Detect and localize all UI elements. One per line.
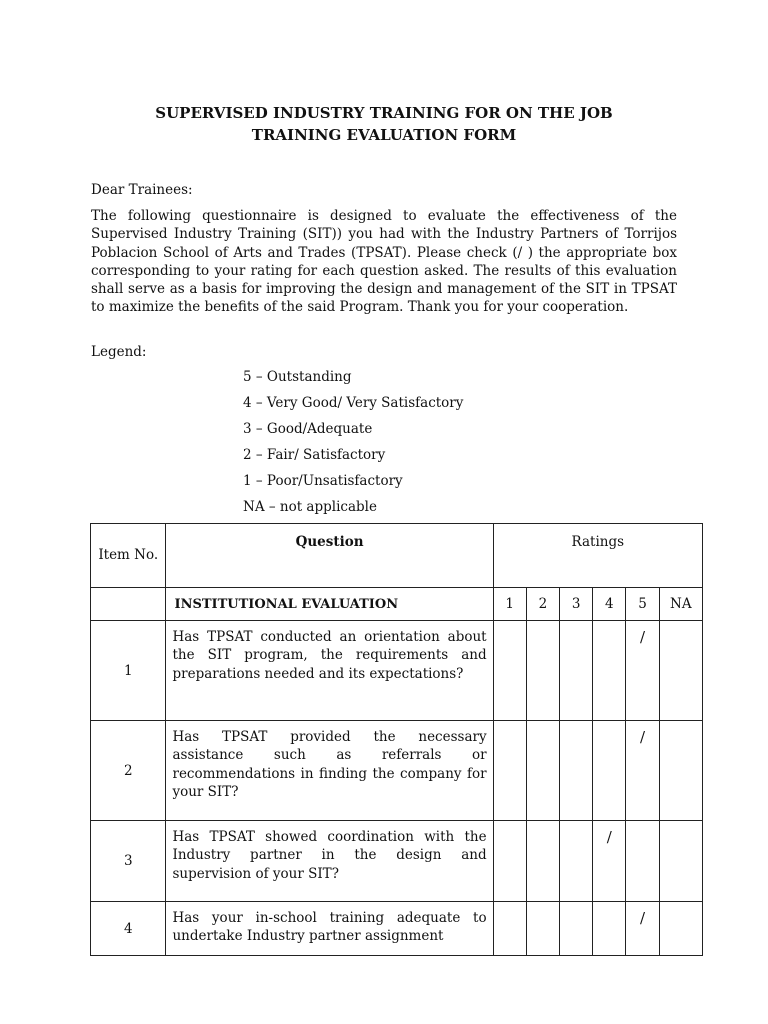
question-text: Has your in-school training adequate to undertake Industry partner assignment bbox=[172, 910, 487, 945]
rating-cell-2[interactable] bbox=[526, 621, 559, 721]
rating-cell-1[interactable] bbox=[493, 821, 526, 902]
rating-cell-na[interactable] bbox=[659, 621, 702, 721]
question-text: Has TPSAT conducted an orientation about the SIT program, the requirements and preparations needed and its expectations? bbox=[166, 621, 493, 721]
section-title: INSTITUTIONAL EVALUATION bbox=[166, 588, 493, 621]
rating-cell-4[interactable]: / bbox=[593, 821, 626, 902]
legend-item: 2 – Fair/ Satisfactory bbox=[243, 447, 386, 463]
table-row bbox=[91, 721, 703, 821]
question-cell bbox=[166, 902, 493, 956]
table-row bbox=[91, 902, 703, 956]
rating-col-4: 4 bbox=[593, 588, 626, 621]
rating-col-1: 1 bbox=[493, 588, 526, 621]
form-title-line-1: SUPERVISED INDUSTRY TRAINING FOR ON THE JOB bbox=[155, 104, 613, 122]
section-item-blank bbox=[91, 588, 166, 621]
rating-col-3: 3 bbox=[560, 588, 593, 621]
table-row bbox=[91, 821, 703, 902]
rating-col-na: NA bbox=[659, 588, 702, 621]
rating-cell-4[interactable] bbox=[593, 902, 626, 956]
header-question: Question bbox=[166, 524, 493, 588]
rating-cell-2[interactable] bbox=[526, 902, 559, 956]
item-number: 4 bbox=[91, 902, 166, 956]
legend-list bbox=[243, 368, 463, 524]
form-title-line-2: TRAINING EVALUATION FORM bbox=[251, 126, 517, 144]
header-item-no: Item No. bbox=[91, 524, 166, 588]
rating-cell-3[interactable] bbox=[560, 821, 593, 902]
evaluation-table bbox=[90, 523, 703, 956]
rating-cell-5[interactable]: / bbox=[626, 721, 659, 821]
rating-cell-4[interactable] bbox=[593, 621, 626, 721]
item-number: 3 bbox=[91, 821, 166, 902]
rating-cell-2[interactable] bbox=[526, 821, 559, 902]
question-text: Has TPSAT showed coordination with the Industry partner in the design and supervision of your SIT? bbox=[166, 821, 493, 902]
item-number: 1 bbox=[91, 621, 166, 721]
item-number: 2 bbox=[91, 721, 166, 821]
rating-col-2: 2 bbox=[526, 588, 559, 621]
legend-item: 1 – Poor/Unsatisfactory bbox=[243, 473, 403, 489]
intro-paragraph: The following questionnaire is designed to evaluate the effectiveness of the Supervised Industry Training (SIT)) you had with the Industry Partners of Torrijos Poblacion School of Arts and Trades (TPSAT). Please check (/ ) the appropriate box corresponding to your rating for each question asked. The results of this evaluation shall serve as a basis for improving the design and management of the SIT in TPSAT to maximize the benefits of the said Program. Thank you for your cooperation. bbox=[91, 208, 677, 316]
rating-cell-5[interactable]: / bbox=[626, 902, 659, 956]
section-row bbox=[91, 588, 703, 621]
legend-item: 5 – Outstanding bbox=[243, 369, 352, 385]
rating-cell-na[interactable] bbox=[659, 721, 702, 821]
legend-label: Legend: bbox=[91, 344, 147, 360]
rating-cell-2[interactable] bbox=[526, 721, 559, 821]
header-ratings: Ratings bbox=[493, 524, 702, 588]
legend-item: 3 – Good/Adequate bbox=[243, 421, 373, 437]
rating-cell-1[interactable] bbox=[493, 621, 526, 721]
rating-cell-3[interactable] bbox=[560, 621, 593, 721]
question-text: Has TPSAT provided the necessary assistance such as referrals or recommendations in finding the company for your SIT? bbox=[166, 721, 493, 821]
form-title bbox=[0, 102, 768, 146]
legend-item: NA – not applicable bbox=[243, 499, 377, 515]
salutation: Dear Trainees: bbox=[91, 182, 193, 198]
rating-cell-na[interactable] bbox=[659, 902, 702, 956]
table-row bbox=[91, 621, 703, 721]
rating-col-5: 5 bbox=[626, 588, 659, 621]
rating-cell-4[interactable] bbox=[593, 721, 626, 821]
rating-cell-3[interactable] bbox=[560, 721, 593, 821]
rating-cell-1[interactable] bbox=[493, 902, 526, 956]
rating-cell-5[interactable] bbox=[626, 821, 659, 902]
rating-cell-1[interactable] bbox=[493, 721, 526, 821]
table-header-row bbox=[91, 524, 703, 588]
rating-cell-na[interactable] bbox=[659, 821, 702, 902]
rating-cell-5[interactable]: / bbox=[626, 621, 659, 721]
rating-cell-3[interactable] bbox=[560, 902, 593, 956]
legend-item: 4 – Very Good/ Very Satisfactory bbox=[243, 395, 464, 411]
